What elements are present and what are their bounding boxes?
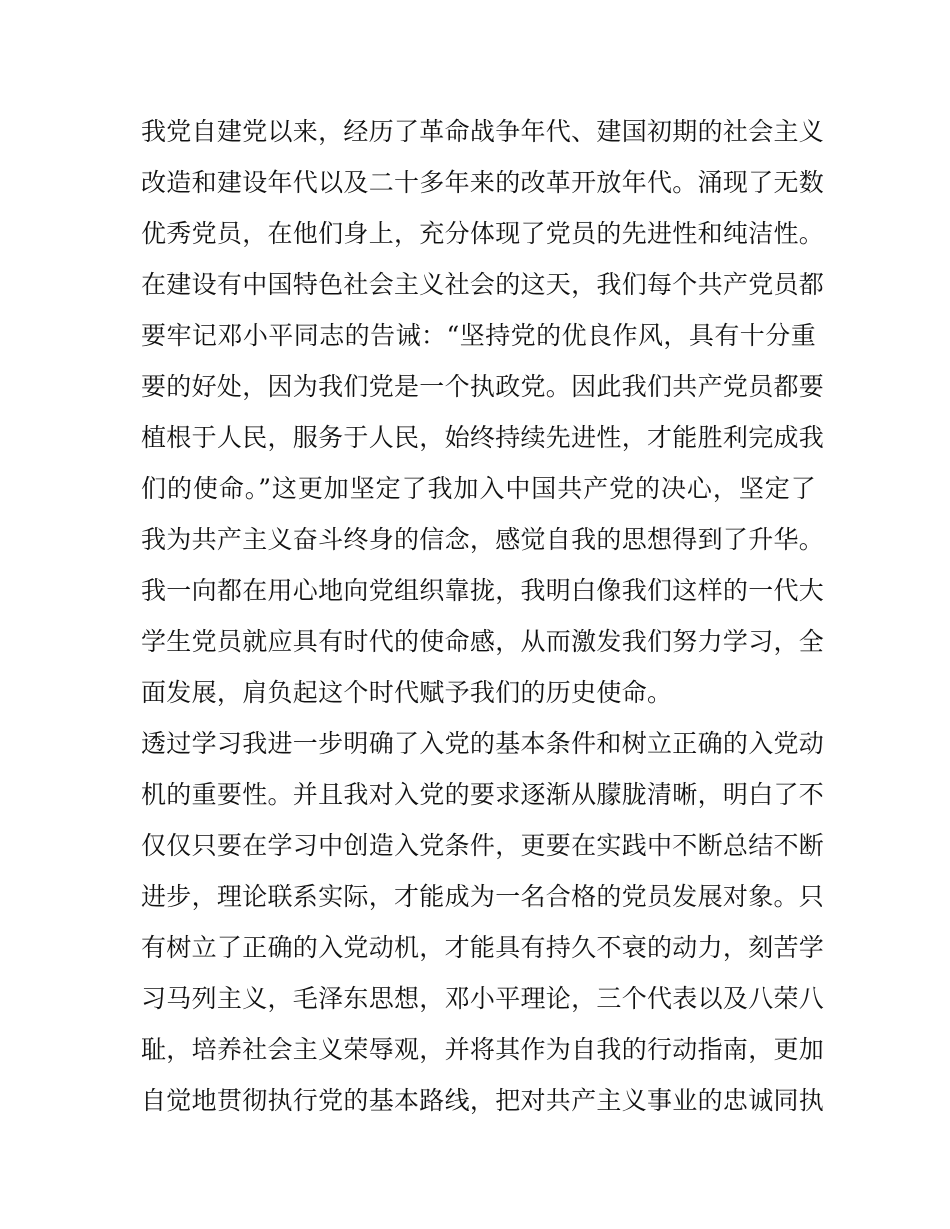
text-line: 机的重要性。并且我对入党的要求逐渐从朦胧清晰，明白了不 — [141, 780, 825, 809]
text-line: 我党自建党以来，经历了革命战争年代、建国初期的社会主义 — [141, 117, 825, 146]
text-line: 透过学习我进一步明确了入党的基本条件和树立正确的入党动 — [141, 729, 825, 758]
document-body — [141, 106, 825, 1126]
text-line: 们的使命。”这更加坚定了我加入中国共产党的决心，坚定了 — [141, 474, 816, 503]
text-line: 学生党员就应具有时代的使命感，从而激发我们努力学习，全 — [141, 627, 825, 656]
text-line: 面发展，肩负起这个时代赋予我们的历史使命。 — [141, 678, 673, 707]
text-line: 仅仅只要在学习中创造入党条件，更要在实践中不断总结不断 — [141, 831, 825, 860]
text-line: 耻，培养社会主义荣辱观，并将其作为自我的行动指南，更加 — [141, 1035, 825, 1064]
text-line: 改造和建设年代以及二十多年来的改革开放年代。涌现了无数 — [141, 168, 825, 197]
text-line: 自觉地贯彻执行党的基本路线，把对共产主义事业的忠诚同执 — [141, 1086, 825, 1115]
paragraph-1 — [141, 106, 825, 718]
text-line: 有树立了正确的入党动机，才能具有持久不衰的动力，刻苦学 — [141, 933, 825, 962]
text-line: 习马列主义，毛泽东思想，邓小平理论，三个代表以及八荣八 — [141, 984, 825, 1013]
text-line: 要牢记邓小平同志的告诫：“坚持党的优良作风，具有十分重 — [141, 321, 816, 350]
text-line: 我一向都在用心地向党组织靠拢，我明白像我们这样的一代大 — [141, 576, 825, 605]
paragraph-2 — [141, 718, 825, 1126]
text-line: 我为共产主义奋斗终身的信念，感觉自我的思想得到了升华。 — [141, 525, 825, 554]
text-line: 要的好处，因为我们党是一个执政党。因此我们共产党员都要 — [141, 372, 825, 401]
text-line: 植根于人民，服务于人民，始终持续先进性，才能胜利完成我 — [141, 423, 825, 452]
text-line: 优秀党员，在他们身上，充分体现了党员的先进性和纯洁性。 — [141, 219, 825, 248]
text-line: 在建设有中国特色社会主义社会的这天，我们每个共产党员都 — [141, 270, 825, 299]
text-line: 进步，理论联系实际，才能成为一名合格的党员发展对象。只 — [141, 882, 825, 911]
